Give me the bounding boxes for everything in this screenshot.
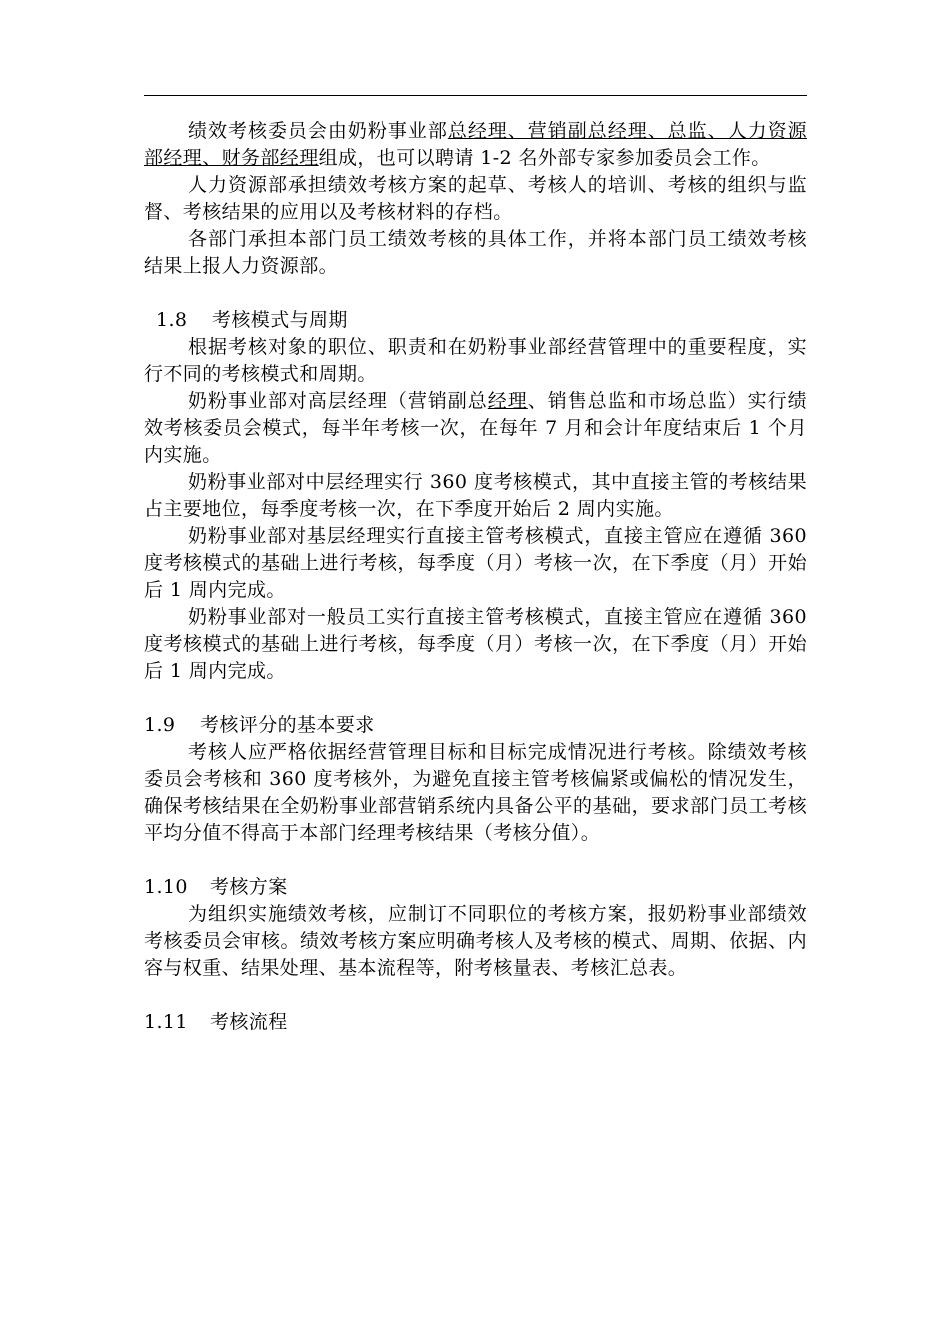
paragraph: 考核人应严格依据经营管理目标和目标完成情况进行考核。除绩效考核委员会考核和 360 度考核外，为避免直接主管考核偏紧或偏松的情况发生，确保考核结果在全奶粉事业部营销系统内具备公平的基础，要求部门员工考核平均分值不得高于本部门经理考核结果（考核分值）。: [144, 741, 807, 844]
section-heading: [144, 874, 807, 901]
header-rule: [144, 95, 807, 96]
paragraph: 奶粉事业部对中层经理实行 360 度考核模式，其中直接主管的考核结果占主要地位，每季度考核一次，在下季度开始后 2 周内实施。: [144, 471, 807, 520]
paragraph: [144, 388, 807, 469]
text-run: 组成，也可以聘请 1-2 名外部专家参加委员会工作。: [318, 147, 771, 169]
section-title: 考核评分的基本要求: [200, 714, 375, 736]
paragraph: 根据考核对象的职位、职责和在奶粉事业部经营管理中的重要程度，实行不同的考核模式和周期。: [144, 336, 807, 385]
section-heading: [144, 712, 807, 739]
paragraph: 各部门承担本部门员工绩效考核的具体工作，并将本部门员工绩效考核结果上报人力资源部。: [144, 228, 807, 277]
section-title: 考核方案: [210, 876, 288, 898]
section-number: 1.11: [144, 1011, 188, 1033]
section-number: 1.8: [156, 309, 188, 331]
paragraph: 人力资源部承担绩效考核方案的起草、考核人的培训、考核的组织与监督、考核结果的应用以及考核材料的存档。: [144, 174, 807, 223]
paragraph: [144, 118, 807, 172]
section-number: 1.9: [144, 714, 176, 736]
paragraph: 奶粉事业部对基层经理实行直接主管考核模式，直接主管应在遵循 360 度考核模式的基础上进行考核，每季度（月）考核一次，在下季度（月）开始后 1 周内完成。: [144, 525, 807, 601]
underlined-text: 经理: [487, 390, 528, 412]
document-body: [144, 118, 807, 1036]
section-heading: [144, 1009, 807, 1036]
paragraph: 奶粉事业部对一般员工实行直接主管考核模式，直接主管应在遵循 360 度考核模式的基础上进行考核，每季度（月）考核一次，在下季度（月）开始后 1 周内完成。: [144, 606, 807, 682]
paragraph: 为组织实施绩效考核，应制订不同职位的考核方案，报奶粉事业部绩效考核委员会审核。绩效考核方案应明确考核人及考核的模式、周期、依据、内容与权重、结果处理、基本流程等，附考核量表、考核汇总表。: [144, 903, 807, 979]
text-run: 、销售总监和市场总监）实行绩效考核委员会模式，每半年考核一次，在每年 7 月和会计年度结束后 1 个月内实施。: [144, 390, 807, 466]
section-heading: [144, 307, 807, 334]
section-number: 1.10: [144, 876, 188, 898]
text-run: 绩效考核委员会由奶粉事业部: [188, 120, 448, 142]
text-run: 奶粉事业部对高层经理（营销副总: [188, 390, 488, 412]
section-title: 考核流程: [210, 1011, 288, 1033]
underlined-text: 总经理、营销副总经理、总监、人力资源部经理、财务部经理: [144, 120, 807, 169]
section-title: 考核模式与周期: [212, 309, 348, 331]
